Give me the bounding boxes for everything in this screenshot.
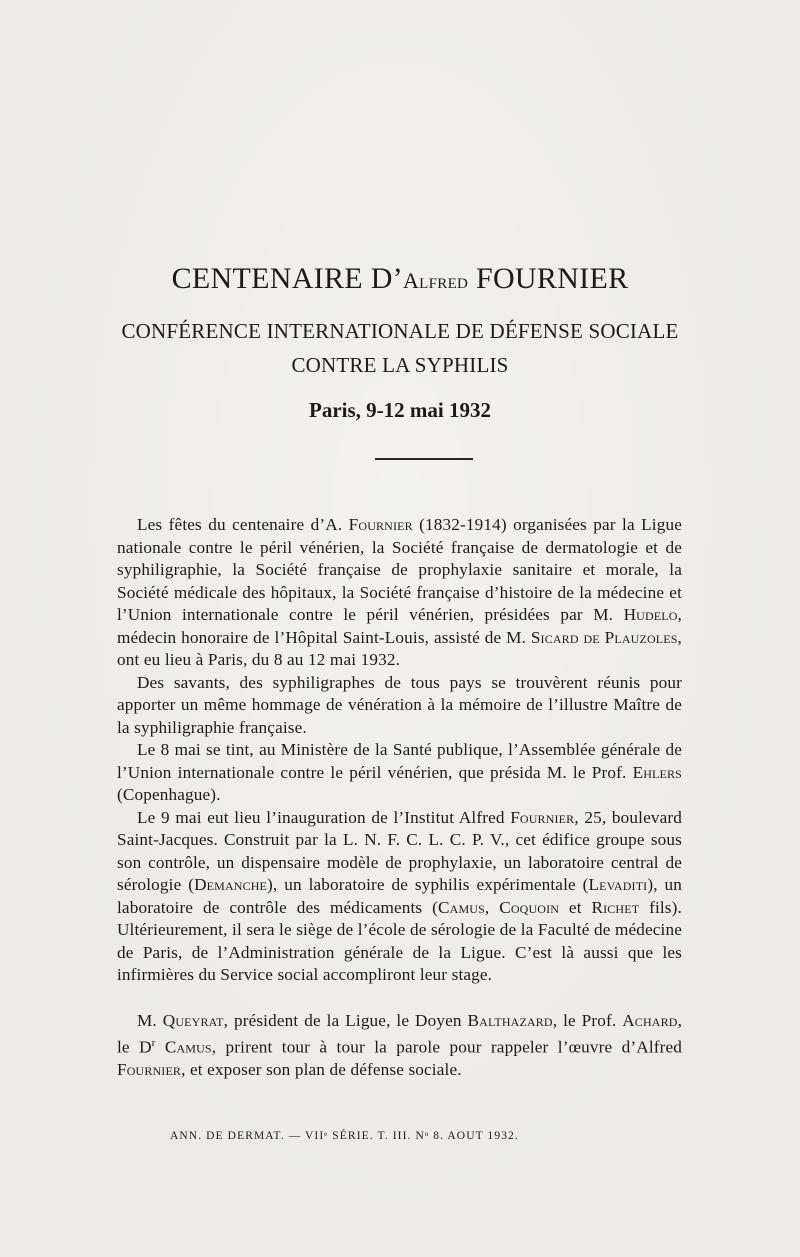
person-name: Levaditi xyxy=(588,875,648,894)
p4-text-a: Le 9 mai eut lieu l’inauguration de l’Institut Alfred xyxy=(137,807,511,827)
p5-text-c: , le Prof. xyxy=(552,1010,623,1030)
person-name: Richet xyxy=(591,897,640,917)
title-first-name: Alfred xyxy=(402,268,469,293)
subtitle-line-1: CONFÉRENCE INTERNATIONALE DE DÉFENSE SOCIALE xyxy=(121,319,679,343)
p1-text-a: Les fêtes du centenaire d’A. xyxy=(137,515,349,534)
p4-text-f: et xyxy=(559,897,592,917)
subtitle-line-2: CONTRE LA SYPHILIS xyxy=(291,353,509,377)
superscript: r xyxy=(151,1037,156,1049)
p5-text-a: M. xyxy=(137,1010,163,1030)
article-title xyxy=(0,262,800,296)
person-name: Fournier xyxy=(348,515,413,534)
title-divider xyxy=(375,458,473,460)
person-name: Coquoin xyxy=(499,897,560,917)
title-prefix: CENTENAIRE D’ xyxy=(171,262,403,295)
p1-text-b: (1832-1914) organisées par la Ligue nationale contre le péril vénérien, la Société française de dermatologie et de syphiligraphie, la Société française de prophylaxie sanitaire et morale, la Société médicale des hôpitaux, la Société française d’histoire de la médecine et l’Union internationale contre le péril vénérien, présidées par M. xyxy=(117,515,682,624)
p4-text-e: , xyxy=(484,897,500,917)
p4-text-c: ), un laboratoire de syphilis expérimentale ( xyxy=(267,875,589,894)
p4-text-b: , 25, boulevard Saint-Jacques. Construit par la L. N. F. C. L. C. P. V., cet édifice groupe sous son contrôle, un dispensaire modèle de prophylaxie, un laboratoire central de sérologie ( xyxy=(117,807,682,894)
person-name: Hudelo xyxy=(623,605,678,624)
p1-text-d: , ont eu lieu à Paris, du 8 au 12 mai 1932. xyxy=(117,627,682,669)
p5-text-g: , et exposer son plan de défense sociale. xyxy=(181,1060,462,1080)
paragraph-gap xyxy=(117,987,682,1010)
person-name: Camus xyxy=(438,897,485,917)
paragraph-5 xyxy=(117,1010,682,1082)
paragraph-2: Des savants, des syphiligraphes de tous pays se trouvèrent réunis pour apporter un même hommage de vénération à la mémoire de l’illustre Maître de la syphiligraphie française. xyxy=(117,672,682,737)
journal-footer: ANN. DE DERMAT. — VIIᵉ SÉRIE. T. III. Nᵒ 8. AOUT 1932. xyxy=(170,1130,519,1142)
person-name: Camus xyxy=(164,1037,212,1057)
p4-text-g: fils). Ultérieurement, il sera le siège de l’école de sérologie de la Faculté de médecine de Paris, de l’Administration générale de la Ligue. C’est là aussi que les infirmières du Service social accompliront leur stage. xyxy=(117,897,682,984)
place-date: Paris, 9-12 mai 1932 xyxy=(309,398,491,422)
p5-text-d: , le D xyxy=(117,1010,683,1057)
paragraph-4 xyxy=(117,807,682,987)
paragraph-1 xyxy=(117,514,682,672)
person-name: Fournier xyxy=(117,1060,182,1080)
p5-text-e xyxy=(155,1038,164,1057)
person-name: Demanche xyxy=(194,875,268,894)
person-name: Balthazard xyxy=(467,1010,553,1030)
p5-text-b: , président de la Ligue, le Doyen xyxy=(223,1010,468,1030)
person-name: Ehlers xyxy=(632,762,682,782)
p1-text-c: , médecin honoraire de l’Hôpital Saint-Louis, assisté de M. xyxy=(117,605,682,647)
person-name: Sicard de Plauzoles xyxy=(530,627,678,647)
paragraph-3 xyxy=(117,739,682,807)
person-name: Fournier xyxy=(510,807,575,827)
person-name: Achard xyxy=(622,1010,678,1030)
p5-text-f: , prirent tour à tour la parole pour rappeler l’œuvre d’Alfred xyxy=(211,1037,683,1057)
title-suffix: FOURNIER xyxy=(468,262,629,295)
p4-text-d: ), un laboratoire de contrôle des médicaments ( xyxy=(117,875,683,917)
p3-text-a: Le 8 mai se tint, au Ministère de la Santé publique, l’Assemblée générale de l’Union internationale contre le péril vénérien, que présida M. le Prof. xyxy=(117,740,682,782)
person-name: Queyrat xyxy=(162,1010,224,1030)
article-body xyxy=(117,514,682,1082)
p3-text-b: (Copenhague). xyxy=(117,785,221,804)
